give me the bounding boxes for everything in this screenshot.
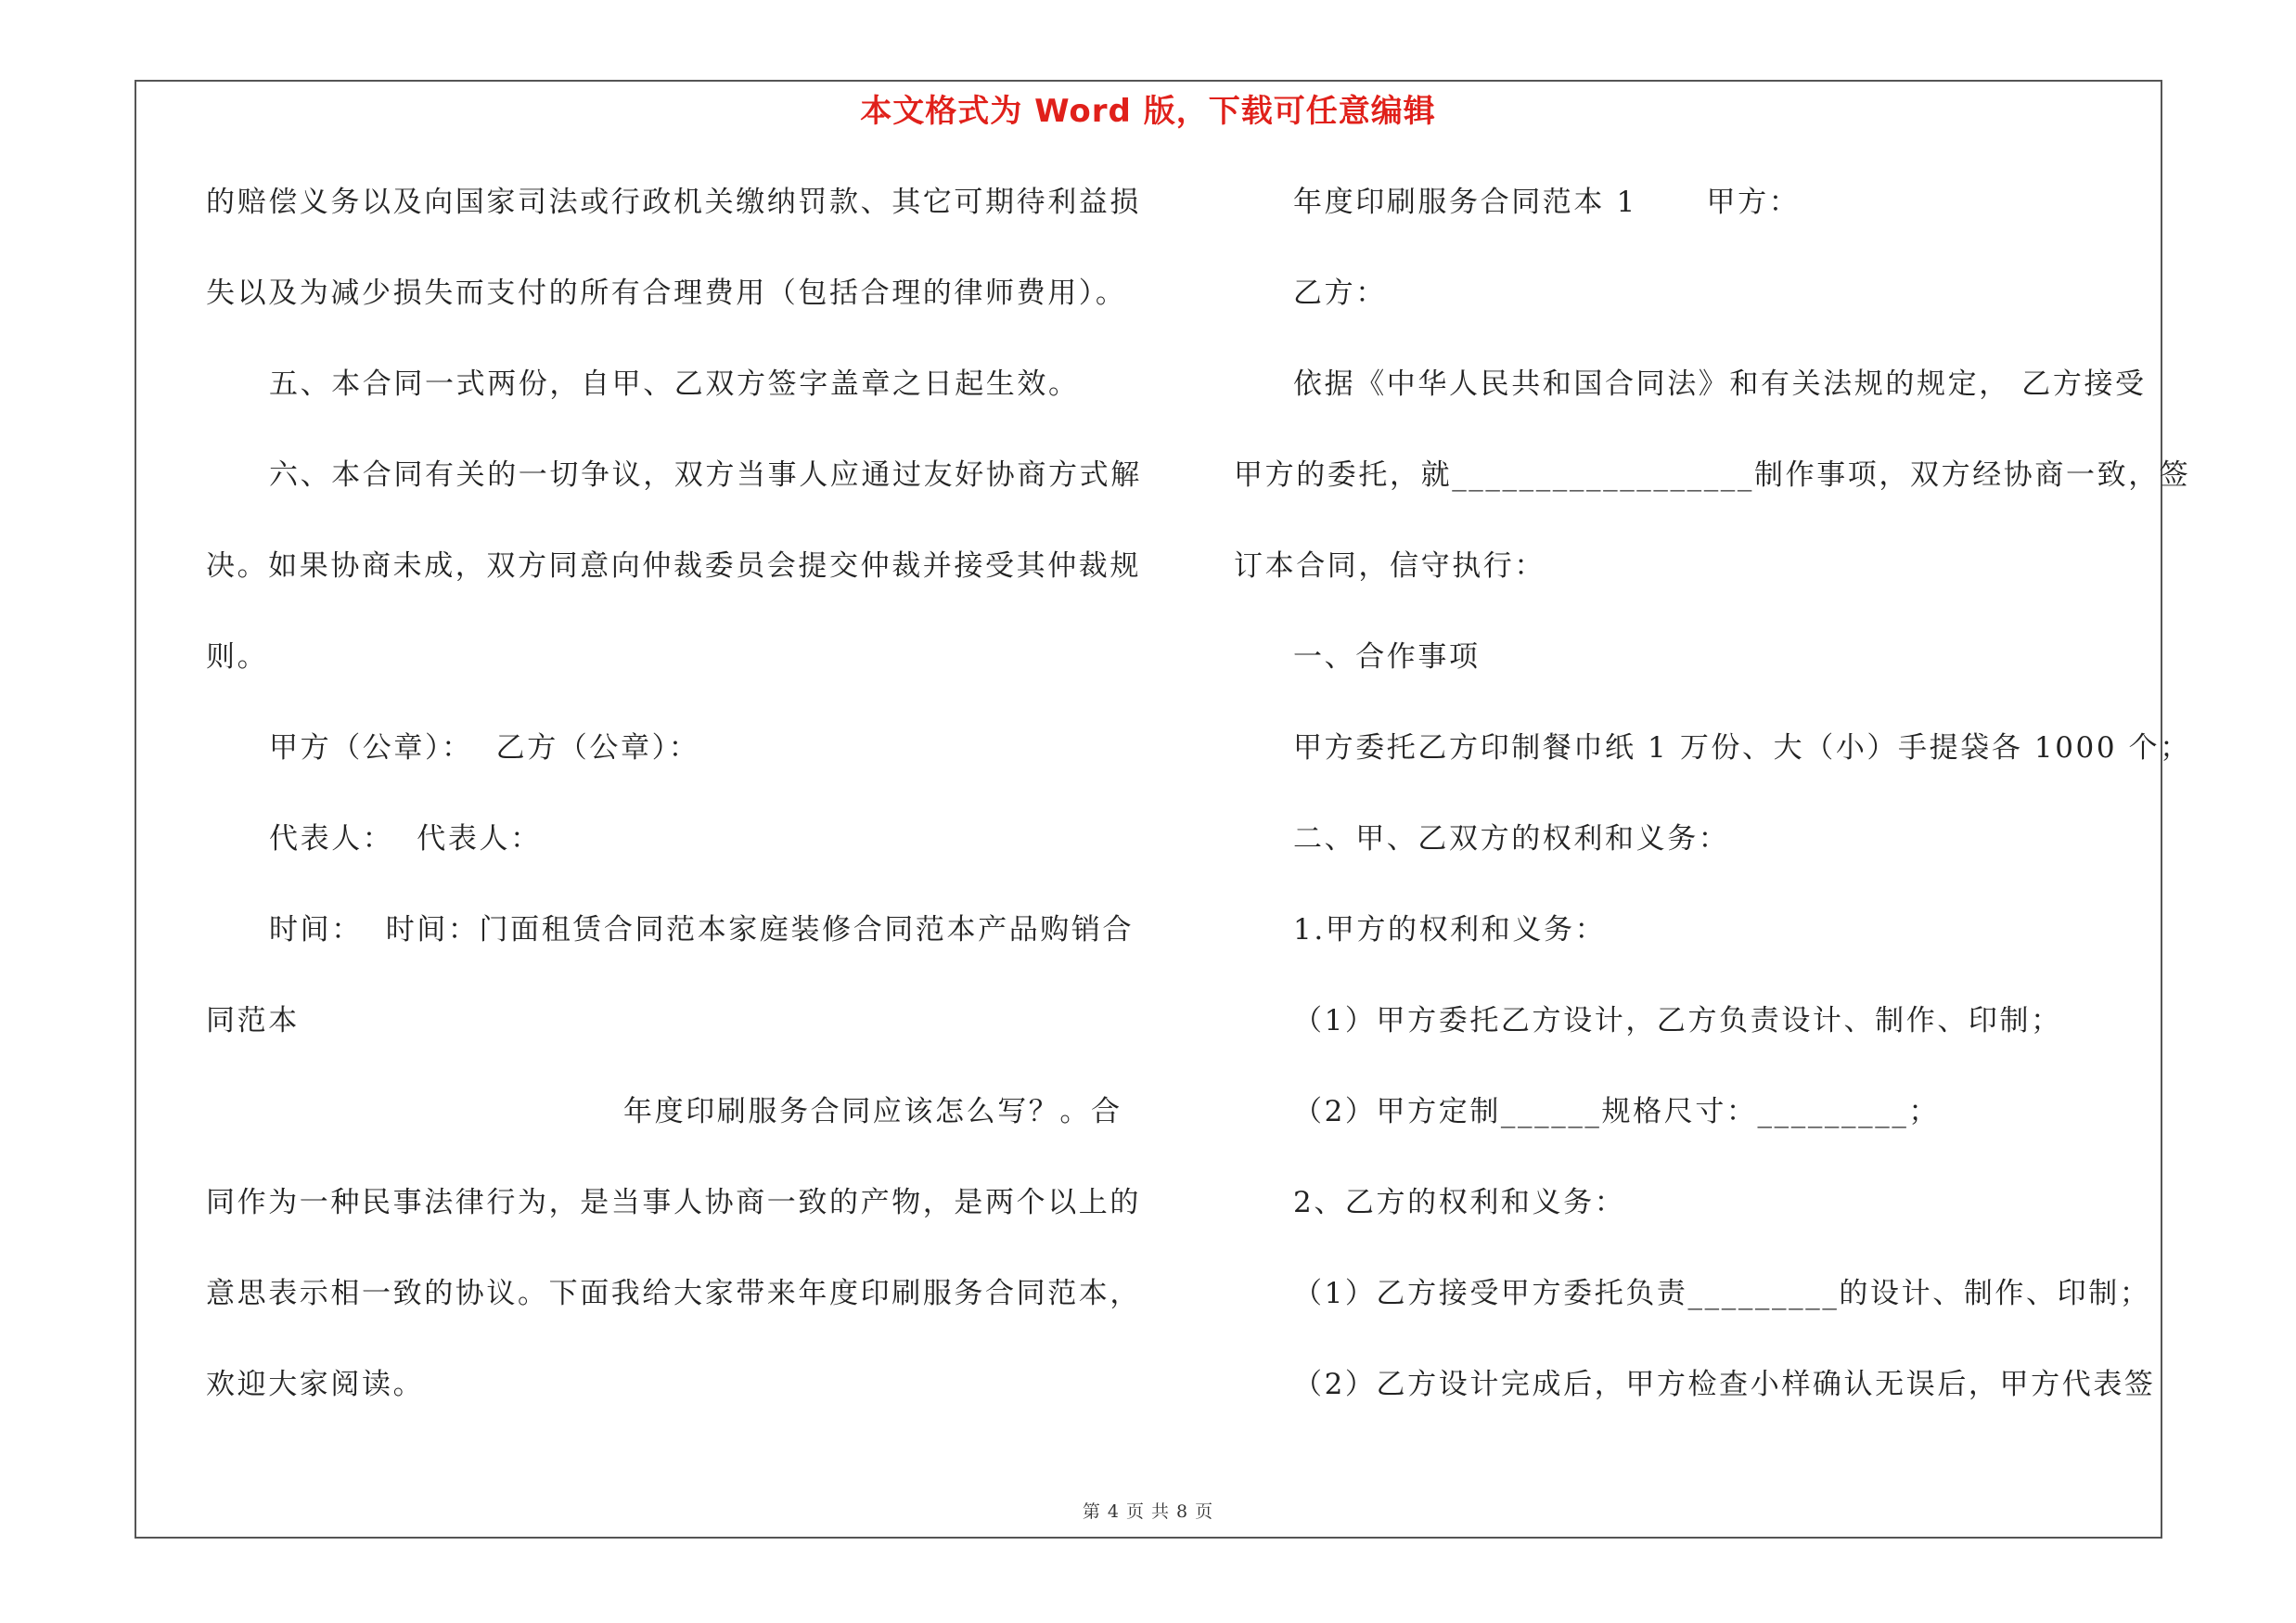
text-line: 失以及为减少损失而支付的所有合理费用（包括合理的律师费用）。: [206, 277, 1127, 310]
section-heading: 一、合作事项: [1293, 640, 1481, 674]
representative-line: 代表人： 代表人：: [269, 822, 542, 856]
text-line: （2）甲方定制______规格尺寸：_________；: [1293, 1095, 1941, 1128]
section-heading: 二、甲、乙双方的权利和义务：: [1293, 822, 1730, 856]
text-line: 年度印刷服务合同应该怎么写？。合: [623, 1095, 1122, 1128]
contract-title-line: 年度印刷服务合同范本 1 甲方：: [1293, 186, 1801, 219]
text-line: 的赔偿义务以及向国家司法或行政机关缴纳罚款、其它可期待利益损: [206, 186, 1141, 219]
text-line: （2）乙方设计完成后，甲方检查小样确认无误后，甲方代表签: [1293, 1368, 2156, 1401]
text-line: 同范本: [206, 1004, 300, 1037]
page-number-footer: 第 4 页 共 8 页: [1082, 1501, 1214, 1522]
text-line: （1）甲方委托乙方设计，乙方负责设计、制作、印制；: [1293, 1004, 2062, 1037]
text-line: 依据《中华人民共和国合同法》和有关法规的规定， 乙方接受: [1293, 367, 2147, 401]
text-line: 甲方委托乙方印制餐巾纸 1 万份、大（小）手提袋各 1000 个；: [1293, 731, 2191, 765]
text-line: 六、本合同有关的一切争议，双方当事人应通过友好协商方式解: [269, 458, 1142, 492]
party-b-line: 乙方：: [1293, 277, 1387, 310]
text-line: 五、本合同一式两份，自甲、乙双方签字盖章之日起生效。: [269, 367, 1080, 401]
text-line: 订本合同，信守执行：: [1234, 549, 1546, 583]
text-line: 甲方的委托，就__________________制作事项，双方经协商一致，签: [1234, 458, 2191, 492]
text-line: 意思表示相一致的协议。下面我给大家带来年度印刷服务合同范本，: [206, 1277, 1141, 1310]
text-line: （1）乙方接受甲方委托负责_________的设计、制作、印制；: [1293, 1277, 2151, 1310]
text-line: 欢迎大家阅读。: [206, 1368, 425, 1401]
text-line: 2、乙方的权利和义务：: [1293, 1186, 1626, 1219]
text-line: 决。如果协商未成，双方同意向仲裁委员会提交仲裁并接受其仲裁规: [206, 549, 1141, 583]
date-line: 时间： 时间：门面租赁合同范本家庭装修合同范本产品购销合: [269, 913, 1135, 947]
text-line: 1.甲方的权利和义务：: [1293, 913, 1607, 947]
text-line: 则。: [206, 640, 269, 674]
signature-line: 甲方（公章）： 乙方（公章）：: [269, 731, 700, 765]
text-line: 同作为一种民事法律行为，是当事人协商一致的产物，是两个以上的: [206, 1186, 1141, 1219]
word-format-banner: 本文格式为 Word 版，下载可任意编辑: [860, 93, 1436, 130]
